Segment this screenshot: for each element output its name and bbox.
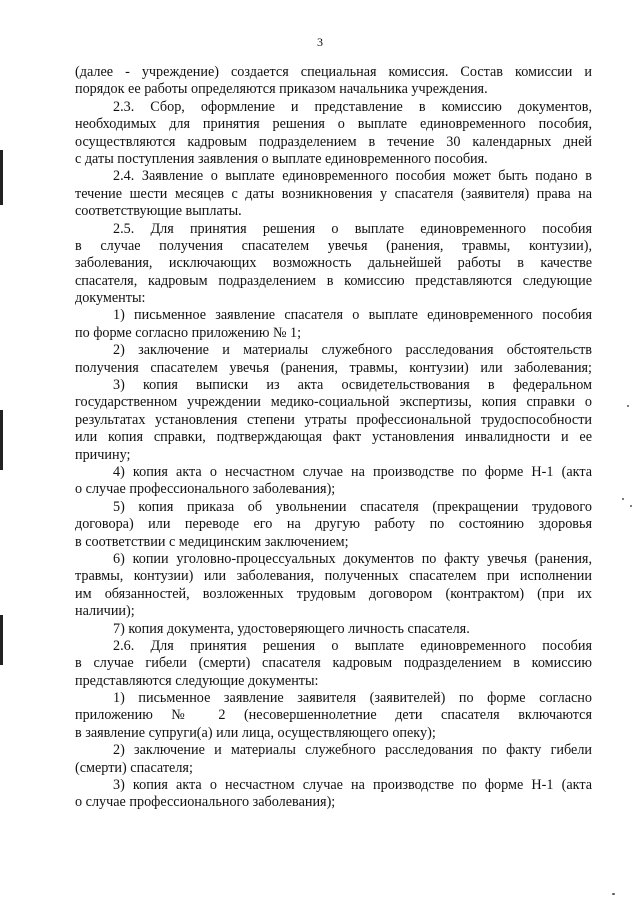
text-line: 2) заключение и материалы служебного расследования по факту гибели (113, 742, 592, 759)
text-line: 1) письменное заявление спасателя о выплате единовременного пособия (113, 307, 592, 324)
text-line: 7) копия документа, удостоверяющего личность спасателя. (113, 620, 470, 637)
text-line: 2.5. Для принятия решения о выплате единовременного пособия (113, 220, 592, 237)
text-line: результатах установления степени утраты профессиональной трудоспособности (75, 411, 592, 428)
scan-speck (627, 405, 629, 407)
text-line: наличии); (75, 603, 135, 620)
text-line: 2.6. Для принятия решения о выплате единовременного пособия (113, 637, 592, 654)
scan-edge-mark (0, 615, 3, 665)
text-line: в заявление супруги(а) или лица, осуществляющего опеку); (75, 724, 436, 741)
text-line: документы: (75, 290, 146, 307)
text-line: государственном учреждении медико-социальной экспертизы, копия справки о (75, 394, 592, 411)
text-line: им обязанностей, возложенных трудовым договором (контрактом) (при их (75, 585, 592, 602)
text-line: или копия справки, подтверждающая факт установления инвалидности и ее (75, 429, 592, 446)
text-line: (далее - учреждение) создается специальная комиссия. Состав комиссии и (75, 64, 592, 80)
text-line: договора) или переводе его на другую работу по состоянию здоровья (75, 516, 592, 533)
scan-edge-mark (0, 410, 3, 470)
text-line: травмы, контузии) или заболевания, полученных спасателем при исполнении (75, 568, 592, 585)
text-line: течение шести месяцев с даты возникновения у спасателя (заявителя) права на (75, 185, 592, 202)
page-number: 3 (317, 35, 323, 49)
text-line: заболевания, исключающих возможность дальнейшей работы в качестве (75, 255, 592, 272)
text-line: представляются следующие документы: (75, 672, 319, 689)
text-line: 4) копия акта о несчастном случае на производстве по форме Н-1 (акта (113, 463, 592, 480)
text-line: необходимых для принятия решения о выплате единовременного пособия, (75, 116, 592, 133)
text-line: порядок ее работы определяются приказом начальника учреждения. (75, 81, 488, 98)
scan-speck (612, 893, 615, 895)
text-line: в соответствии с медицинским заключением; (75, 533, 349, 550)
text-line: 6) копии уголовно-процессуальных документов по факту увечья (ранения, (113, 550, 592, 567)
text-line: 3) копия выписки из акта освидетельствования в федеральном (113, 377, 592, 394)
text-line: в случае получения спасателем увечья (ранения, травмы, контузии), (75, 237, 592, 254)
scan-speck (622, 498, 624, 500)
text-line: приложению № 2 (несовершеннолетние дети спасателя включаются (75, 707, 592, 724)
text-line: соответствующие выплаты. (75, 203, 242, 220)
text-line: 2) заключение и материалы служебного расследования обстоятельств (113, 342, 592, 359)
text-line: 2.3. Сбор, оформление и представление в комиссию документов, (113, 98, 592, 115)
text-line: 3) копия акта о несчастном случае на производстве по форме Н-1 (акта (113, 777, 592, 794)
text-line: 1) письменное заявление заявителя (заявителей) по форме согласно (113, 690, 592, 707)
text-line: о случае профессионального заболевания); (75, 481, 336, 498)
text-line: осуществляются кадровым подразделением в течение 30 календарных дней (75, 133, 592, 150)
text-line: спасателя, кадровым подразделением в комиссию представляются следующие (75, 272, 592, 289)
text-line: причину; (75, 446, 131, 463)
document-body-text (75, 64, 592, 812)
text-line: 2.4. Заявление о выплате единовременного пособия может быть подано в (113, 168, 592, 185)
text-line: получения спасателем увечья (ранения, травмы, контузии) или заболевания; (75, 359, 592, 376)
text-line: (смерти) спасателя; (75, 759, 193, 776)
text-line: с даты поступления заявления о выплате единовременного пособия. (75, 150, 488, 167)
text-line: о случае профессионального заболевания); (75, 794, 336, 811)
scan-edge-mark (0, 150, 3, 205)
scan-speck (630, 505, 632, 507)
text-line: в случае гибели (смерти) спасателя кадровым подразделением в комиссию (75, 655, 592, 672)
text-line: по форме согласно приложению № 1; (75, 324, 302, 341)
text-line: 5) копия приказа об увольнении спасателя (прекращении трудового (113, 498, 592, 515)
